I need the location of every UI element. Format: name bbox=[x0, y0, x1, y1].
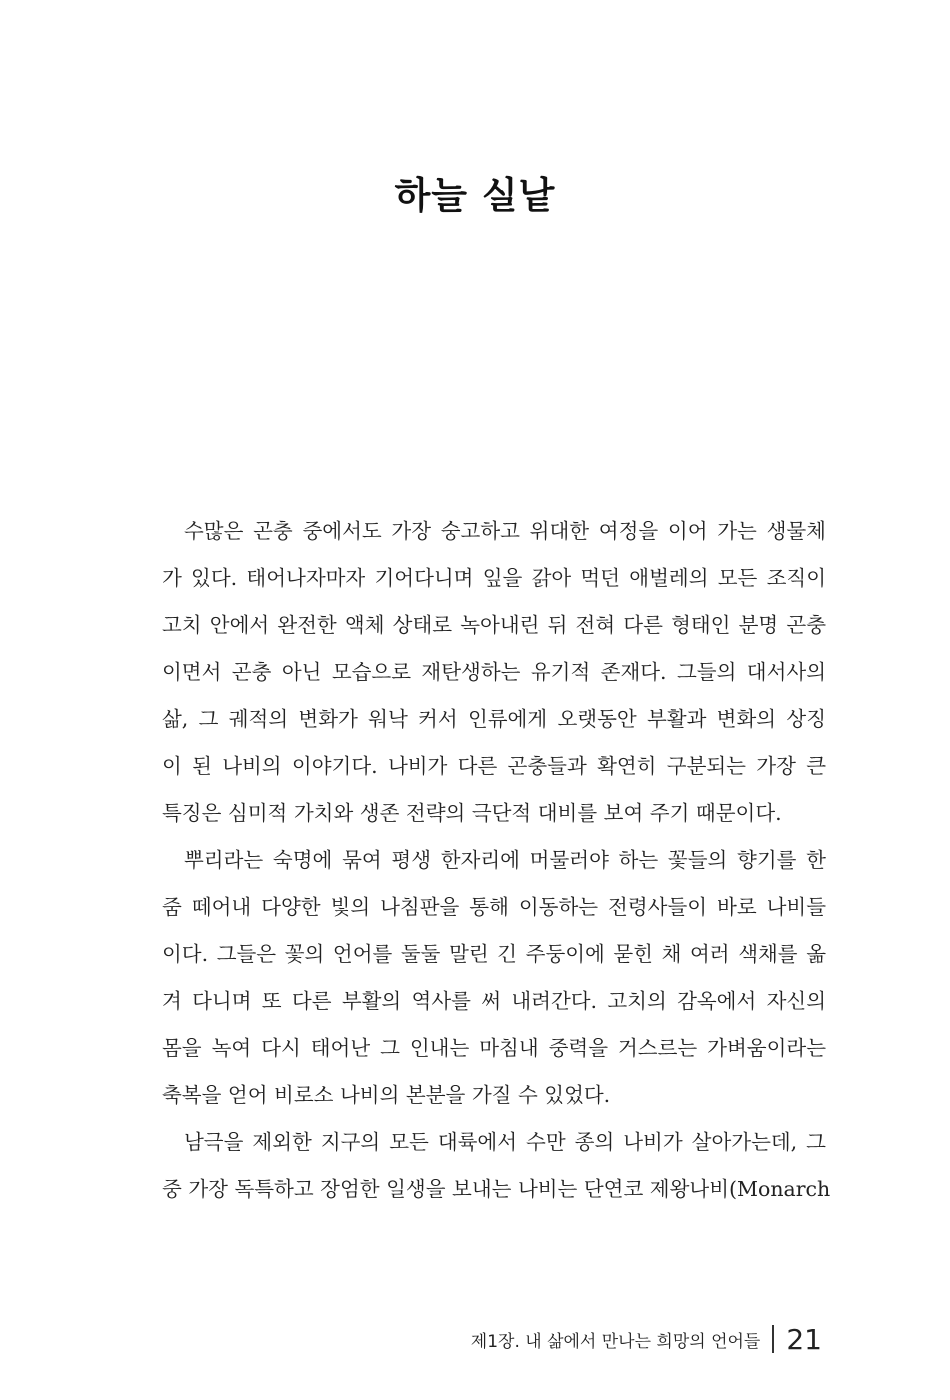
paragraph bbox=[162, 508, 826, 837]
text-line: 축복을 얻어 비로소 나비의 본분을 가질 수 있었다. bbox=[162, 1083, 611, 1107]
body-text bbox=[162, 508, 831, 1213]
text-line: 삶, 그 궤적의 변화가 워낙 커서 인류에게 오랫동안 부활과 변화의 상징 bbox=[162, 707, 826, 731]
text-line: 이면서 곤충 아닌 모습으로 재탄생하는 유기적 존재다. 그들의 대서사의 bbox=[162, 660, 826, 684]
text-line: 몸을 녹여 다시 태어난 그 인내는 마침내 중력을 거스르는 가벼움이라는 bbox=[162, 1036, 826, 1060]
text-line: 뿌리라는 숙명에 묶여 평생 한자리에 머물러야 하는 꽃들의 향기를 한 bbox=[184, 848, 826, 872]
footer-divider bbox=[772, 1325, 774, 1353]
text-line: 가 있다. 태어나자마자 기어다니며 잎을 갉아 먹던 애벌레의 모든 조직이 bbox=[162, 566, 826, 590]
running-footer-chapter: 제1장. 내 삶에서 만나는 희망의 언어들 bbox=[470, 1331, 761, 1352]
text-line: 남극을 제외한 지구의 모든 대륙에서 수만 종의 나비가 살아가는데, 그 bbox=[184, 1130, 826, 1154]
paragraph bbox=[162, 837, 826, 1119]
text-line: 고치 안에서 완전한 액체 상태로 녹아내린 뒤 전혀 다른 형태인 분명 곤충 bbox=[162, 613, 826, 637]
chapter-title: 하늘 실낱 bbox=[394, 173, 556, 217]
text-line: 중 가장 독특하고 장엄한 일생을 보내는 나비는 단연코 제왕나비(Monarch bbox=[162, 1177, 831, 1201]
text-line: 이다. 그들은 꽃의 언어를 둘둘 말린 긴 주둥이에 묻힌 채 여러 색채를 옮 bbox=[162, 942, 826, 966]
text-line: 수많은 곤충 중에서도 가장 숭고하고 위대한 여정을 이어 가는 생물체 bbox=[184, 519, 826, 543]
text-line: 특징은 심미적 가치와 생존 전략의 극단적 대비를 보여 주기 때문이다. bbox=[162, 801, 782, 825]
text-line: 겨 다니며 또 다른 부활의 역사를 써 내려간다. 고치의 감옥에서 자신의 bbox=[162, 989, 826, 1013]
paragraph bbox=[162, 1119, 831, 1213]
text-line: 이 된 나비의 이야기다. 나비가 다른 곤충들과 확연히 구분되는 가장 큰 bbox=[162, 754, 826, 778]
page-footer bbox=[471, 1322, 822, 1356]
page-number: 21 bbox=[786, 1322, 822, 1356]
text-line: 줌 떼어내 다양한 빛의 나침판을 통해 이동하는 전령사들이 바로 나비들 bbox=[162, 895, 826, 919]
